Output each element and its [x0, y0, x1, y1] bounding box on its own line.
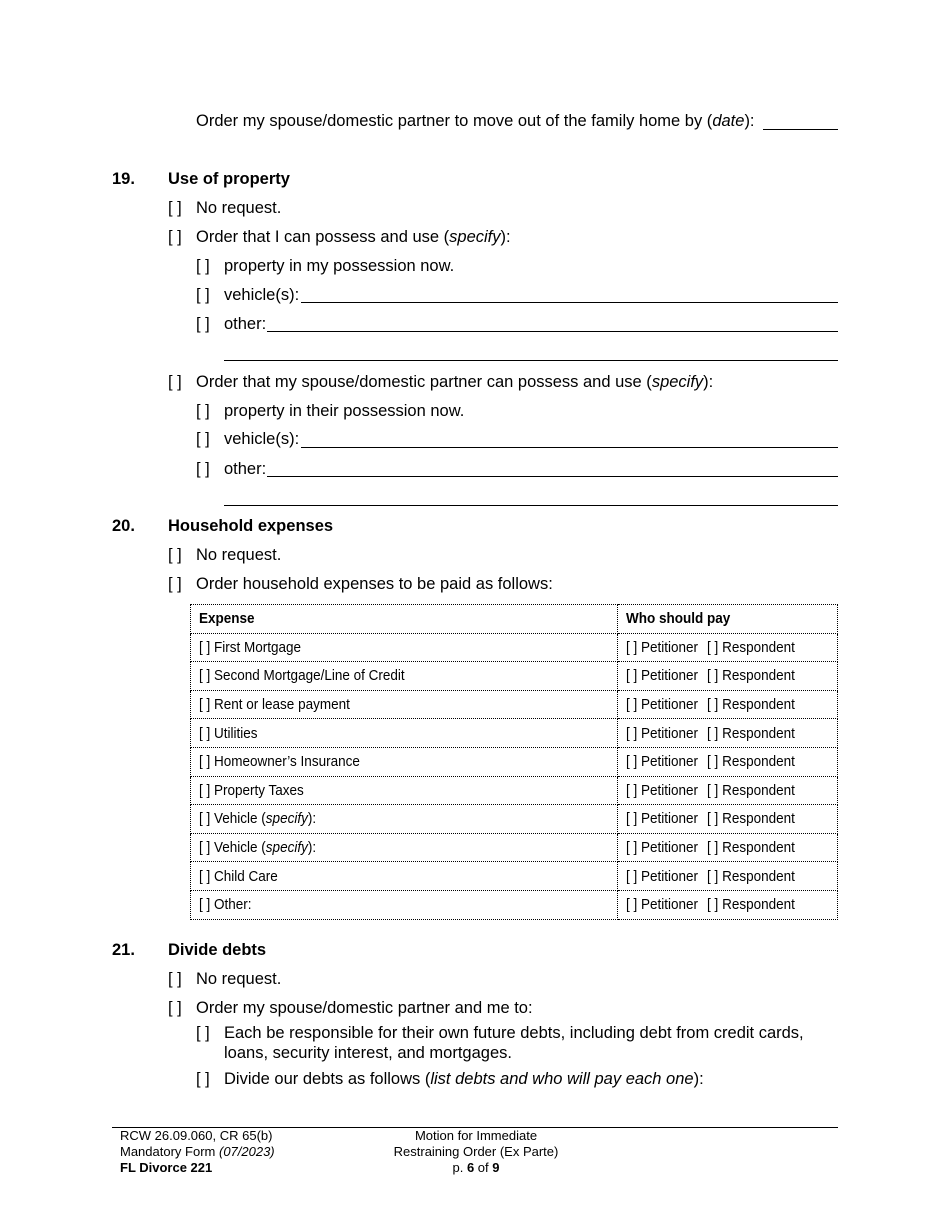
petitioner-label: Petitioner — [641, 896, 699, 914]
who-pays-cell — [618, 719, 838, 748]
petitioner-label: Petitioner — [641, 753, 699, 771]
expense-cell — [191, 890, 618, 919]
table-row — [191, 776, 838, 805]
s19-no-request: [ ] No request. — [168, 199, 282, 217]
s19-me-vehicles-field[interactable] — [301, 302, 838, 303]
expense-checkbox[interactable]: [ ] — [199, 896, 211, 914]
petitioner-checkbox[interactable]: [ ] — [626, 696, 638, 714]
respondent-checkbox[interactable]: [ ] — [707, 667, 719, 685]
s19-me-order-checkbox[interactable]: [ ] — [168, 228, 182, 246]
s19-spouse-other-field-2[interactable] — [224, 505, 838, 506]
petitioner-checkbox[interactable]: [ ] — [626, 753, 638, 771]
who-pays-cell — [618, 890, 838, 919]
s19-spouse-order: [ ] Order that my spouse/domestic partner can possess and use (specify): — [168, 373, 714, 391]
table-row — [191, 862, 838, 891]
petitioner-checkbox[interactable]: [ ] — [626, 896, 638, 914]
s19-me-other-field-2[interactable] — [224, 360, 838, 361]
s19-spouse-vehicles: [ ] vehicle(s): — [196, 430, 300, 448]
s19-me-other-checkbox[interactable]: [ ] — [196, 315, 210, 333]
petitioner-checkbox[interactable]: [ ] — [626, 810, 638, 828]
expense-label: First Mortgage — [214, 638, 302, 656]
move-out-text: Order my spouse/domestic partner to move out of the family home by ( — [196, 112, 713, 130]
move-out-line: Order my spouse/domestic partner to move out of the family home by (date): — [196, 112, 755, 130]
who-pays-cell — [618, 633, 838, 662]
footer-mandatory: Mandatory Form (07/2023) — [120, 1144, 275, 1159]
s20-order: [ ] Order household expenses to be paid as follows: — [168, 575, 553, 593]
table-row — [191, 690, 838, 719]
s19-me-property: [ ] property in my possession now. — [196, 257, 455, 275]
s20-no-request: [ ] No request. — [168, 546, 282, 564]
respondent-checkbox[interactable]: [ ] — [707, 839, 719, 857]
petitioner-checkbox[interactable]: [ ] — [626, 781, 638, 799]
expense-checkbox[interactable]: [ ] — [199, 638, 211, 656]
footer-page: p. 6 of 9 — [452, 1160, 500, 1175]
expense-cell — [191, 747, 618, 776]
petitioner-label: Petitioner — [641, 724, 699, 742]
petitioner-label: Petitioner — [641, 839, 699, 857]
section-19-number: 19. — [112, 170, 135, 188]
s19-spouse-order-checkbox[interactable]: [ ] — [168, 373, 182, 391]
respondent-label: Respondent — [722, 638, 796, 656]
respondent-label: Respondent — [722, 667, 796, 685]
table-row — [191, 662, 838, 691]
expense-checkbox[interactable]: [ ] — [199, 867, 211, 885]
footer-form-id: FL Divorce 221 — [120, 1160, 213, 1175]
s20-no-request-checkbox[interactable]: [ ] — [168, 546, 182, 564]
respondent-checkbox[interactable]: [ ] — [707, 867, 719, 885]
s20-order-checkbox[interactable]: [ ] — [168, 575, 182, 593]
s21-each-responsible-cont: loans, security interest, and mortgages. — [224, 1044, 512, 1062]
expense-checkbox[interactable]: [ ] — [199, 724, 211, 742]
who-pays-cell — [618, 862, 838, 891]
expense-label: Second Mortgage/Line of Credit — [214, 667, 405, 685]
expense-checkbox[interactable]: [ ] — [199, 810, 211, 828]
s19-me-vehicles: [ ] vehicle(s): — [196, 286, 300, 304]
s19-spouse-other-field[interactable] — [267, 476, 838, 477]
respondent-label: Respondent — [722, 867, 796, 885]
who-pays-column-header: Who should pay — [618, 605, 838, 634]
respondent-label: Respondent — [722, 696, 796, 714]
s19-spouse-property: [ ] property in their possession now. — [196, 402, 465, 420]
section-20-title: Household expenses — [168, 517, 334, 535]
expense-column-header: Expense — [191, 605, 618, 634]
respondent-checkbox[interactable]: [ ] — [707, 781, 719, 799]
expense-cell — [191, 690, 618, 719]
expense-label: Utilities — [214, 724, 258, 742]
footer-rcw: RCW 26.09.060, CR 65(b) — [120, 1128, 273, 1143]
section-20-number: 20. — [112, 517, 135, 535]
respondent-checkbox[interactable]: [ ] — [707, 753, 719, 771]
respondent-label: Respondent — [722, 781, 796, 799]
respondent-checkbox[interactable]: [ ] — [707, 724, 719, 742]
expense-cell — [191, 662, 618, 691]
s21-each-responsible: [ ] Each be responsible for their own future debts, including debt from credit cards, — [196, 1024, 804, 1042]
s19-me-vehicles-checkbox[interactable]: [ ] — [196, 286, 210, 304]
section-21-number: 21. — [112, 941, 135, 959]
respondent-checkbox[interactable]: [ ] — [707, 638, 719, 656]
section-19-title: Use of property — [168, 170, 290, 188]
date-hint: date — [712, 112, 745, 130]
s21-divide-checkbox[interactable]: [ ] — [196, 1070, 210, 1088]
petitioner-checkbox[interactable]: [ ] — [626, 839, 638, 857]
petitioner-checkbox[interactable]: [ ] — [626, 867, 638, 885]
who-pays-cell — [618, 833, 838, 862]
petitioner-checkbox[interactable]: [ ] — [626, 724, 638, 742]
who-pays-cell — [618, 662, 838, 691]
footer-center — [394, 1128, 559, 1176]
s19-me-order: [ ] Order that I can possess and use (specify): — [168, 228, 511, 246]
petitioner-label: Petitioner — [641, 696, 699, 714]
respondent-label: Respondent — [722, 896, 796, 914]
expense-cell — [191, 719, 618, 748]
petitioner-label: Petitioner — [641, 810, 699, 828]
footer-title-2: Restraining Order (Ex Parte) — [393, 1144, 559, 1159]
s19-spouse-property-checkbox[interactable]: [ ] — [196, 402, 210, 420]
petitioner-label: Petitioner — [641, 867, 699, 885]
who-pays-cell — [618, 690, 838, 719]
expense-label: Property Taxes — [214, 781, 304, 799]
table-row — [191, 890, 838, 919]
footer-title-1: Motion for Immediate — [414, 1128, 538, 1143]
s19-spouse-vehicles-field[interactable] — [301, 447, 838, 448]
respondent-label: Respondent — [722, 753, 796, 771]
s21-divide-debts: [ ] Divide our debts as follows (list debts and who will pay each one): — [196, 1070, 704, 1088]
s21-order-checkbox[interactable]: [ ] — [168, 999, 182, 1017]
table-row — [191, 833, 838, 862]
expense-cell — [191, 633, 618, 662]
petitioner-checkbox[interactable]: [ ] — [626, 667, 638, 685]
s19-spouse-other-checkbox[interactable]: [ ] — [196, 460, 210, 478]
petitioner-checkbox[interactable]: [ ] — [626, 638, 638, 656]
expense-checkbox[interactable]: [ ] — [199, 696, 211, 714]
section-21-title: Divide debts — [168, 941, 267, 959]
expense-label: Other: — [214, 896, 252, 914]
petitioner-label: Petitioner — [641, 638, 699, 656]
expense-cell: [ ] Vehicle (specify): — [191, 833, 618, 862]
s19-me-other: [ ] other: — [196, 315, 267, 333]
s19-no-request-checkbox[interactable]: [ ] — [168, 199, 182, 217]
who-pays-cell — [618, 747, 838, 776]
petitioner-label: Petitioner — [641, 667, 699, 685]
s21-order: [ ] Order my spouse/domestic partner and me to: — [168, 999, 533, 1017]
expense-checkbox[interactable]: [ ] — [199, 781, 211, 799]
table-row — [191, 747, 838, 776]
s19-me-property-checkbox[interactable]: [ ] — [196, 257, 210, 275]
expense-label: Rent or lease payment — [214, 696, 350, 714]
respondent-label: Respondent — [722, 839, 796, 857]
s21-no-request-checkbox[interactable]: [ ] — [168, 970, 182, 988]
expense-cell — [191, 862, 618, 891]
expense-label: Vehicle ( — [214, 839, 266, 857]
expense-table — [190, 604, 838, 920]
expense-label: Child Care — [214, 867, 278, 885]
s21-no-request: [ ] No request. — [168, 970, 282, 988]
expense-label: Vehicle ( — [214, 810, 266, 828]
respondent-label: Respondent — [722, 724, 796, 742]
respondent-checkbox[interactable]: [ ] — [707, 696, 719, 714]
expense-checkbox[interactable]: [ ] — [199, 753, 211, 771]
table-row — [191, 719, 838, 748]
expense-cell: [ ] Vehicle (specify): — [191, 805, 618, 834]
expense-cell — [191, 776, 618, 805]
table-row — [191, 633, 838, 662]
who-pays-cell — [618, 776, 838, 805]
petitioner-label: Petitioner — [641, 781, 699, 799]
who-pays-cell — [618, 805, 838, 834]
expense-table-header — [191, 605, 838, 634]
table-row — [191, 805, 838, 834]
expense-label: Homeowner’s Insurance — [214, 753, 360, 771]
respondent-checkbox[interactable]: [ ] — [707, 810, 719, 828]
s19-spouse-vehicles-checkbox[interactable]: [ ] — [196, 430, 210, 448]
move-out-date-field[interactable] — [763, 129, 838, 130]
s19-spouse-other: [ ] other: — [196, 460, 267, 478]
expense-checkbox[interactable]: [ ] — [199, 839, 211, 857]
expense-checkbox[interactable]: [ ] — [199, 667, 211, 685]
respondent-label: Respondent — [722, 810, 796, 828]
respondent-checkbox[interactable]: [ ] — [707, 896, 719, 914]
footer-left — [120, 1128, 275, 1176]
s21-each-checkbox[interactable]: [ ] — [196, 1024, 210, 1042]
s19-me-other-field[interactable] — [267, 331, 838, 332]
